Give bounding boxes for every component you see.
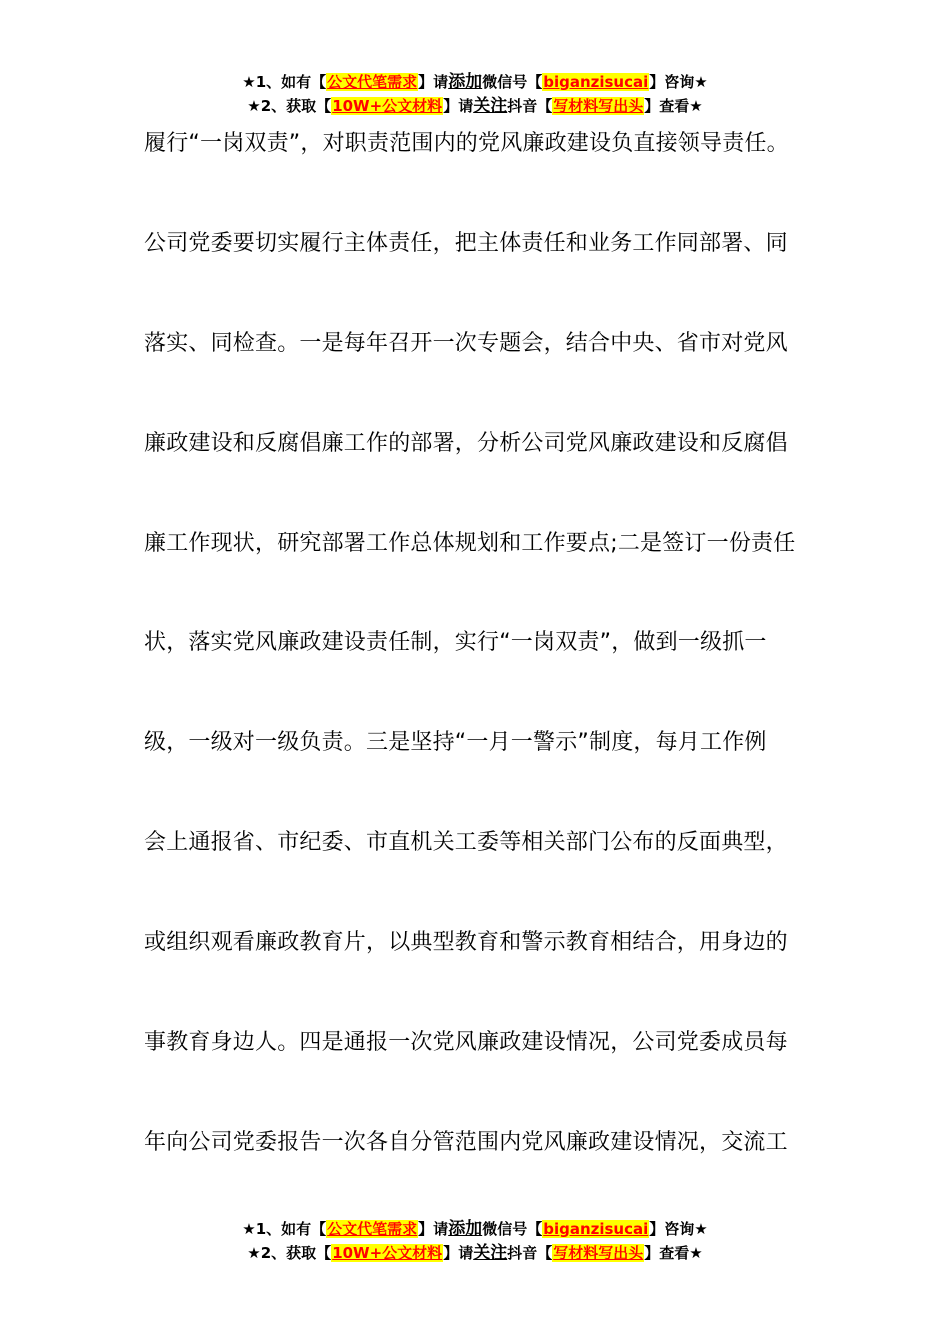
body-line: 事教育身边人。四是通报一次党风廉政建设情况，公司党委成员每: [144, 1030, 788, 1056]
body-line: 级，一级对一级负责。三是坚持“一月一警示”制度，每月工作例: [144, 730, 767, 756]
banner-line-2-mid2: 抖音【: [507, 1244, 553, 1262]
materials-highlight: 10W+公文材料: [332, 1244, 443, 1262]
banner-line-2-mid2: 抖音【: [507, 97, 553, 115]
body-line: 会上通报省、市纪委、市直机关工委等相关部门公布的反面典型，: [144, 830, 788, 856]
douyin-account-highlight: 写材料写出头: [553, 1244, 644, 1262]
banner-line-1-suffix: 】咨询★: [649, 1220, 708, 1238]
body-line: 年向公司党委报告一次各自分管范围内党风廉政建设情况，交流工: [144, 1129, 788, 1155]
wechat-id-highlight: biganzisucai: [543, 1220, 649, 1238]
banner-line-1-mid1: 】请: [418, 73, 449, 91]
douyin-account-highlight: 写材料写出头: [553, 97, 644, 115]
banner-line-1-emphasis: 添加: [448, 1219, 483, 1239]
body-line: 履行“一岗双责”，对职责范围内的党风廉政建设负直接领导责任。: [144, 131, 789, 156]
body-line: 廉政建设和反腐倡廉工作的部署，分析公司党风廉政建设和反腐倡: [144, 430, 788, 456]
banner-line-2-suffix: 】查看★: [644, 1244, 703, 1262]
body-line: 状，落实党风廉政建设责任制，实行“一岗双责”，做到一级抓一: [144, 630, 767, 656]
footer-banner: [0, 1217, 950, 1265]
banner-line-1-prefix: ★1、如有【: [242, 1220, 327, 1238]
banner-line-2-emphasis: 关注: [473, 96, 508, 116]
banner-line-1-emphasis: 添加: [448, 72, 483, 92]
banner-line-1: [0, 1217, 950, 1241]
body-line: 或组织观看廉政教育片，以典型教育和警示教育相结合，用身边的: [144, 930, 788, 956]
header-banner: [0, 70, 950, 118]
banner-line-2-suffix: 】查看★: [644, 97, 703, 115]
banner-line-1-mid1: 】请: [418, 1220, 449, 1238]
banner-line-1-suffix: 】咨询★: [649, 73, 708, 91]
ghostwriting-service-highlight: 公文代笔需求: [327, 1220, 418, 1238]
banner-line-2-emphasis: 关注: [473, 1243, 508, 1263]
ghostwriting-service-highlight: 公文代笔需求: [327, 73, 418, 91]
banner-line-2-mid1: 】请: [443, 97, 474, 115]
banner-line-2: [0, 94, 950, 118]
banner-line-1: [0, 70, 950, 94]
banner-line-2-prefix: ★2、获取【: [247, 1244, 332, 1262]
document-body: [144, 119, 824, 1218]
banner-line-2: [0, 1241, 950, 1265]
banner-line-2-prefix: ★2、获取【: [247, 97, 332, 115]
materials-highlight: 10W+公文材料: [332, 97, 443, 115]
banner-line-1-prefix: ★1、如有【: [242, 73, 327, 91]
banner-line-1-mid2: 微信号【: [482, 1220, 543, 1238]
banner-line-1-mid2: 微信号【: [482, 73, 543, 91]
banner-line-2-mid1: 】请: [443, 1244, 474, 1262]
body-line: 落实、同检查。一是每年召开一次专题会，结合中央、省市对党风: [144, 330, 788, 356]
body-line: 公司党委要切实履行主体责任，把主体责任和业务工作同部署、同: [144, 230, 788, 256]
wechat-id-highlight: biganzisucai: [543, 73, 649, 91]
body-line: 廉工作现状，研究部署工作总体规划和工作要点;二是签订一份责任: [144, 530, 796, 556]
